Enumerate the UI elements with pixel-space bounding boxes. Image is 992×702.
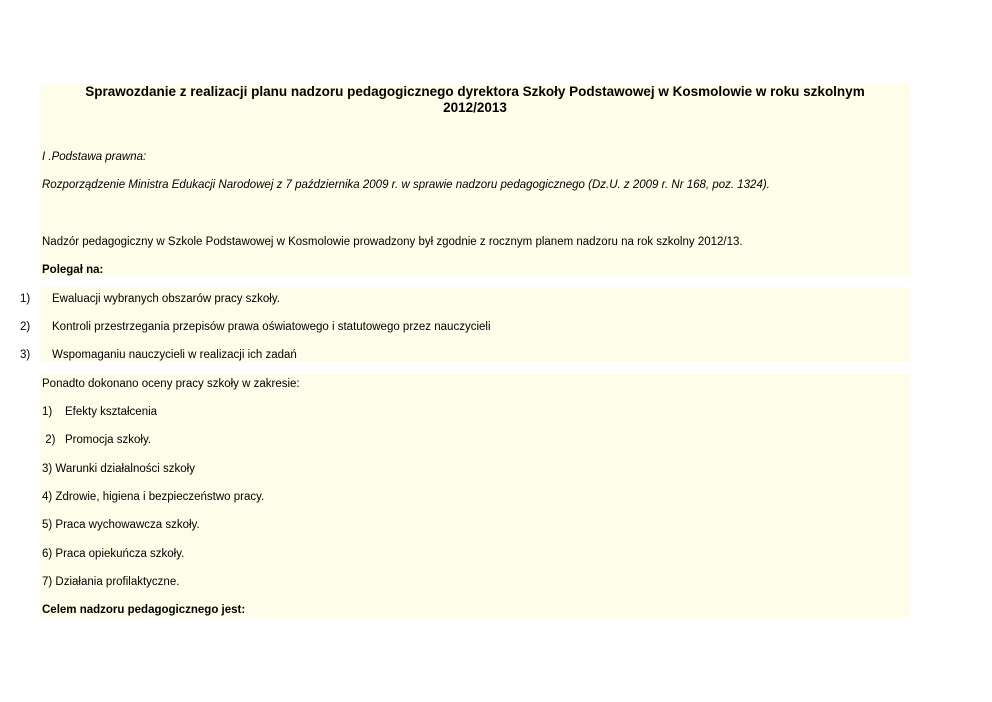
list-item-number: 1) xyxy=(20,293,31,305)
document-title-line-2: 2012/2013 xyxy=(443,100,507,115)
assessment-item: 7) Działania profilaktyczne. xyxy=(42,576,180,588)
assessment-item: 2) Promocja szkoły. xyxy=(42,434,152,446)
intro-paragraph: Nadzór pedagogiczny w Szkole Podstawowej w Kosmolowie prowadzony był zgodnie z rocznym planem nadzoru na rok szkolny 2012/13. xyxy=(42,236,743,248)
list-item-number: 2) xyxy=(20,321,31,333)
document-title-line-1: Sprawozdanie z realizacji planu nadzoru pedagogicznego dyrektora Szkoły Podstawowej w Kosmolowie w roku szkolnym xyxy=(85,84,865,99)
list-item-text: Kontroli przestrzegania przepisów prawa oświatowego i statutowego przez nauczycieli xyxy=(52,321,491,333)
list-item-text: Ewaluacji wybranych obszarów pracy szkoły. xyxy=(52,293,280,305)
list-item-text: Wspomaganiu nauczycieli w realizacji ich zadań xyxy=(52,349,297,361)
assessment-item: 5) Praca wychowawcza szkoły. xyxy=(42,519,200,531)
assessment-intro: Ponadto dokonano oceny pracy szkoły w zakresie: xyxy=(42,378,300,390)
list-item-number: 3) xyxy=(20,349,31,361)
assessment-item: 1) Efekty kształcenia xyxy=(42,406,158,418)
consisted-heading: Polegał na: xyxy=(42,264,104,276)
goal-heading: Celem nadzoru pedagogicznego jest: xyxy=(42,604,246,616)
legal-basis-text: Rozporządzenie Ministra Edukacji Narodowej z 7 października 2009 r. w sprawie nadzoru pedagogicznego (Dz.U. z 2009 r. Nr 168, poz. 1324). xyxy=(42,179,770,191)
assessment-item: 3) Warunki działalności szkoły xyxy=(42,463,195,475)
assessment-item: 6) Praca opiekuńcza szkoły. xyxy=(42,548,185,560)
legal-basis-heading: I .Podstawa prawna: xyxy=(42,151,147,163)
assessment-item: 4) Zdrowie, higiena i bezpieczeństwo pracy. xyxy=(42,491,265,503)
